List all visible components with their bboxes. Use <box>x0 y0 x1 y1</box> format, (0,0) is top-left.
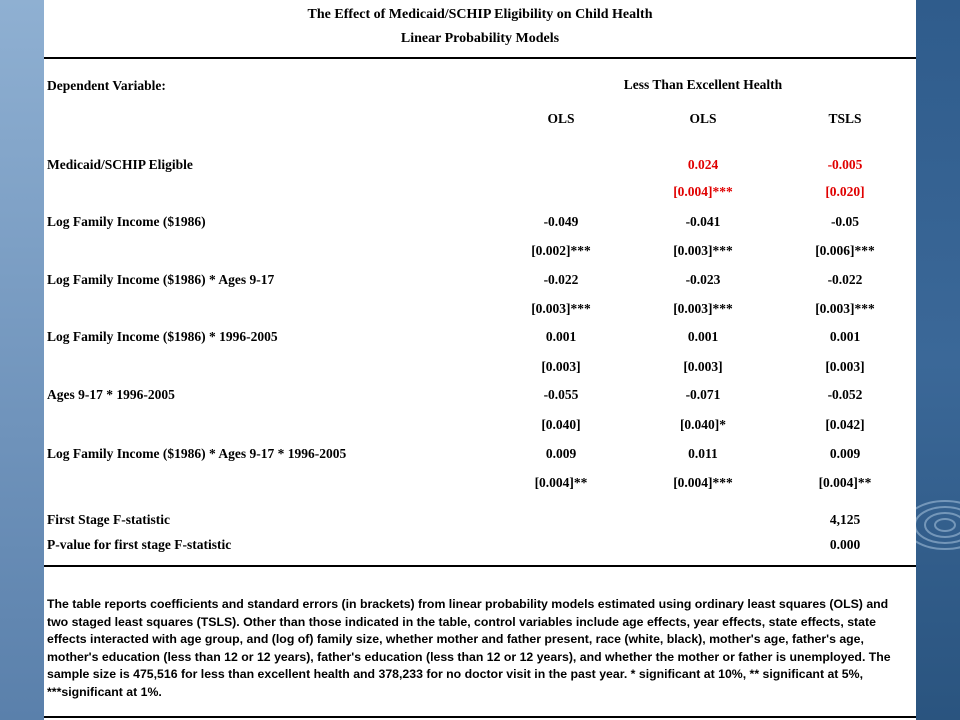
coef-cell: -0.071 <box>685 387 721 402</box>
coef-cell: 0.011 <box>688 446 718 461</box>
column-header-3: TSLS <box>828 111 862 126</box>
column-header-1: OLS <box>547 111 575 126</box>
se-cell: [0.003] <box>683 359 723 374</box>
coef-cell: -0.05 <box>830 214 860 229</box>
se-cell: [0.003] <box>541 359 581 374</box>
se-cell: [0.003]*** <box>531 301 591 316</box>
se-cell: [0.040]* <box>679 417 727 432</box>
se-cell: [0.003] <box>825 359 865 374</box>
dependent-variable-label: Dependent Variable: <box>47 78 166 93</box>
row-label: Medicaid/SCHIP Eligible <box>47 157 193 172</box>
coef-cell: -0.022 <box>827 272 863 287</box>
coef-cell: 0.001 <box>545 329 577 344</box>
right-background-strip <box>916 0 960 720</box>
notes-rule <box>44 565 916 567</box>
coef-cell: -0.041 <box>685 214 721 229</box>
column-header-2: OLS <box>689 111 717 126</box>
p-value-label: P-value for first stage F-statistic <box>47 537 232 552</box>
se-cell: [0.004]** <box>818 475 872 490</box>
se-cell: [0.004]** <box>534 475 588 490</box>
table-notes: The table reports coefficients and standard errors (in brackets) from linear probability models estimated using ordinary least squares (OLS) and two staged least squares (TSLS). Other than those indicated in the table, control variables include age effects, year effects, state effects, state effects interacted with age group, and (log of) family size, whether mother and father present, race (white, black), mother's age, father's age, mother's education (less than 12 or 12 years), father's education (less than 12 or 12 years), and whether the mother or father is unemployed. The sample size is 475,516 for less than excellent health and 378,233 for no doctor visit in the past year. * significant at 10%, ** significant at 5%, ***significant at 1%. <box>47 597 891 699</box>
coef-cell: 0.009 <box>829 446 861 461</box>
coef-cell: -0.022 <box>543 272 579 287</box>
coef-cell: -0.049 <box>543 214 579 229</box>
p-value-value: 0.000 <box>829 537 861 552</box>
table-title: The Effect of Medicaid/SCHIP Eligibility on Child Health <box>307 7 653 22</box>
coef-cell: -0.055 <box>543 387 579 402</box>
se-cell: [0.003]*** <box>673 301 733 316</box>
table-subtitle: Linear Probability Models <box>400 31 560 46</box>
table-panel <box>44 0 916 720</box>
coef-cell: 0.001 <box>829 329 861 344</box>
row-label: Log Family Income ($1986) * Ages 9-17 * 1996-2005 <box>47 446 347 461</box>
first-stage-f-value: 4,125 <box>829 512 861 527</box>
se-cell: [0.003]*** <box>815 301 875 316</box>
se-cell: [0.004]*** <box>673 184 733 199</box>
coef-cell: -0.052 <box>827 387 863 402</box>
se-cell: [0.020] <box>825 184 865 199</box>
row-label: Log Family Income ($1986) * 1996-2005 <box>47 329 278 344</box>
coef-cell: -0.005 <box>827 157 863 172</box>
row-label: Log Family Income ($1986) <box>47 214 206 229</box>
se-cell: [0.042] <box>825 417 865 432</box>
se-cell: [0.006]*** <box>815 243 875 258</box>
dependent-variable-header: Less Than Excellent Health <box>623 77 783 92</box>
coef-cell: 0.001 <box>687 329 719 344</box>
row-label: Log Family Income ($1986) * Ages 9-17 <box>47 272 275 287</box>
se-cell: [0.002]*** <box>531 243 591 258</box>
row-label: Ages 9-17 * 1996-2005 <box>47 387 175 402</box>
first-stage-f-label: First Stage F-statistic <box>47 512 170 527</box>
left-background-strip <box>0 0 44 720</box>
coef-cell: 0.009 <box>545 446 577 461</box>
top-rule <box>44 57 916 59</box>
bottom-rule <box>44 716 916 718</box>
se-cell: [0.004]*** <box>673 475 733 490</box>
se-cell: [0.003]*** <box>673 243 733 258</box>
coef-cell: 0.024 <box>687 157 719 172</box>
coef-cell: -0.023 <box>685 272 721 287</box>
se-cell: [0.040] <box>541 417 581 432</box>
